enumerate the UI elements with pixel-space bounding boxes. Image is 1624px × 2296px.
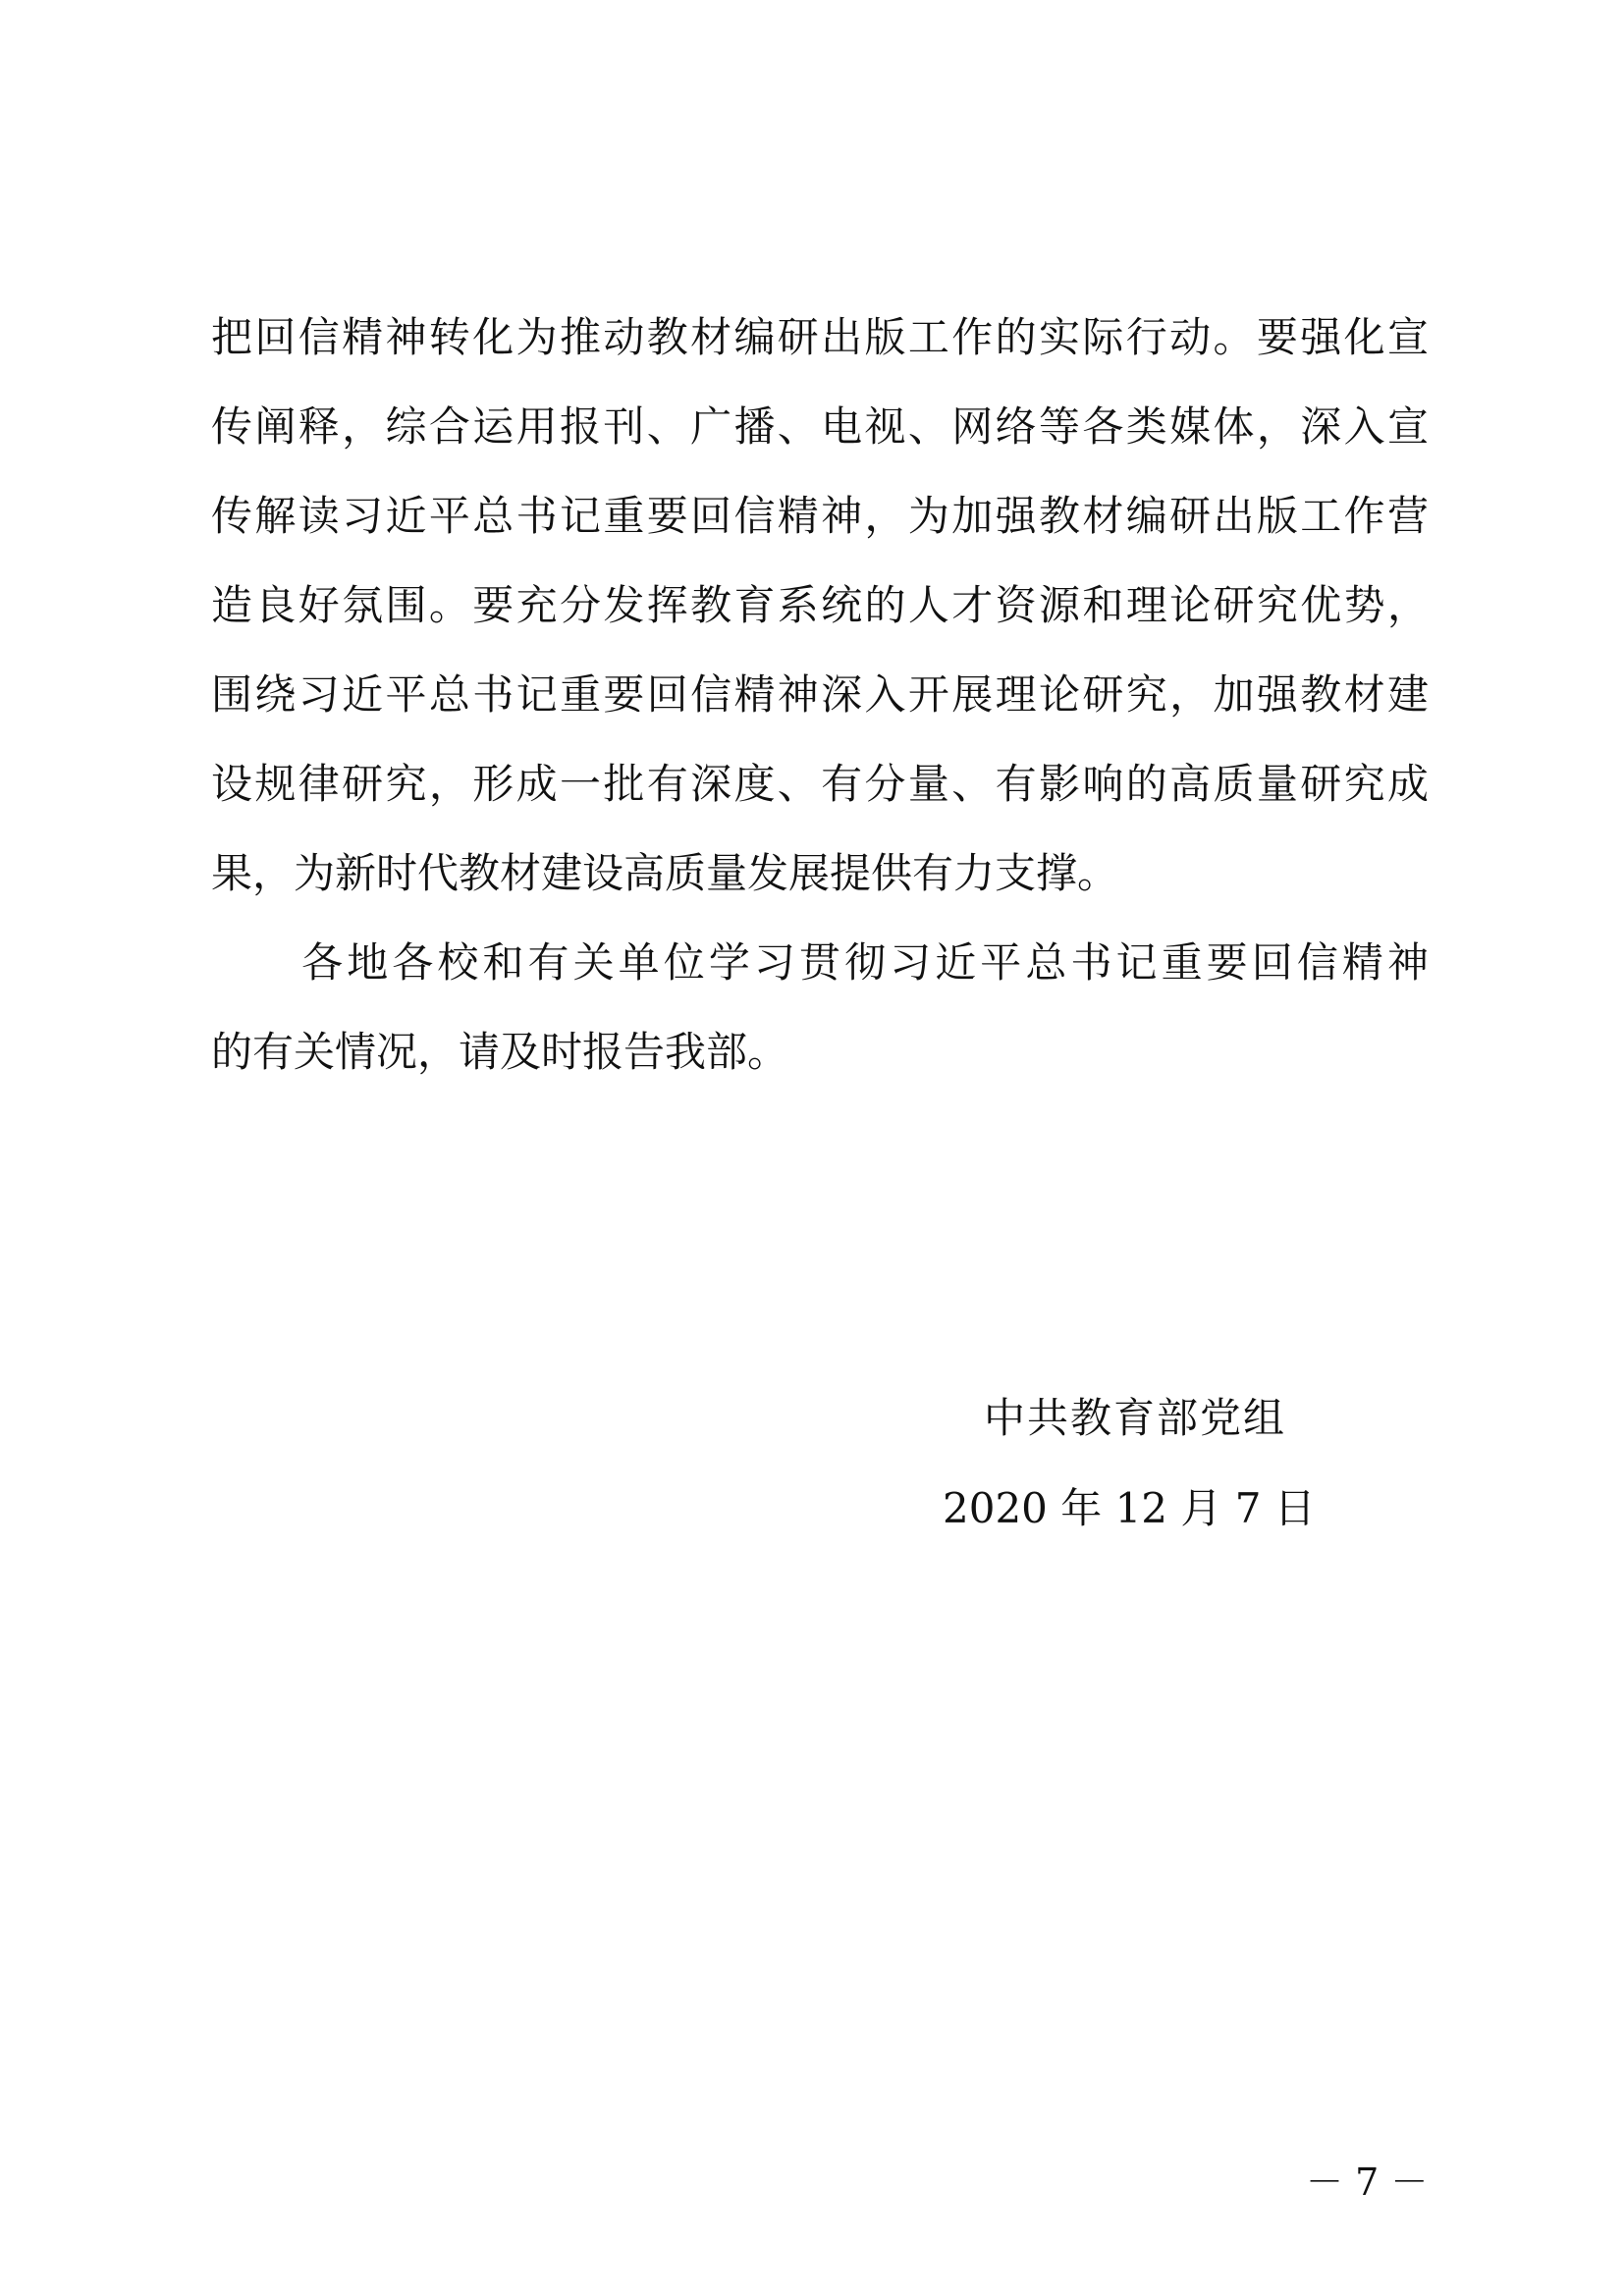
paragraph-2-line-1: 各地各校和有关单位学习贯彻习近平总书记重要回信精神 bbox=[211, 938, 1429, 987]
paragraph-1-line-4: 造良好氛围。要充分发挥教育系统的人才资源和理论研究优势， bbox=[211, 581, 1429, 629]
paragraph-1-line-2: 传阐释，综合运用报刊、广播、电视、网络等各类媒体，深入宣 bbox=[211, 402, 1429, 451]
paragraph-1-line-1: 把回信精神转化为推动教材编研出版工作的实际行动。要强化宣 bbox=[211, 313, 1429, 361]
signature-organization: 中共教育部党组 bbox=[984, 1394, 1287, 1442]
page-number: － 7 － bbox=[1306, 2161, 1429, 2204]
paragraph-2-line-2: 的有关情况，请及时报告我部。 bbox=[211, 1028, 789, 1076]
signature-date: 2020 年 12 月 7 日 bbox=[943, 1484, 1316, 1532]
paragraph-1-line-3: 传解读习近平总书记重要回信精神，为加强教材编研出版工作营 bbox=[211, 492, 1429, 540]
body-text bbox=[211, 293, 1429, 1096]
paragraph-1-line-7: 果，为新时代教材建设高质量发展提供有力支撑。 bbox=[211, 849, 1119, 897]
paragraph-1-line-5: 围绕习近平总书记重要回信精神深入开展理论研究，加强教材建 bbox=[211, 670, 1429, 719]
paragraph-1-line-6: 设规律研究，形成一批有深度、有分量、有影响的高质量研究成 bbox=[211, 760, 1429, 808]
